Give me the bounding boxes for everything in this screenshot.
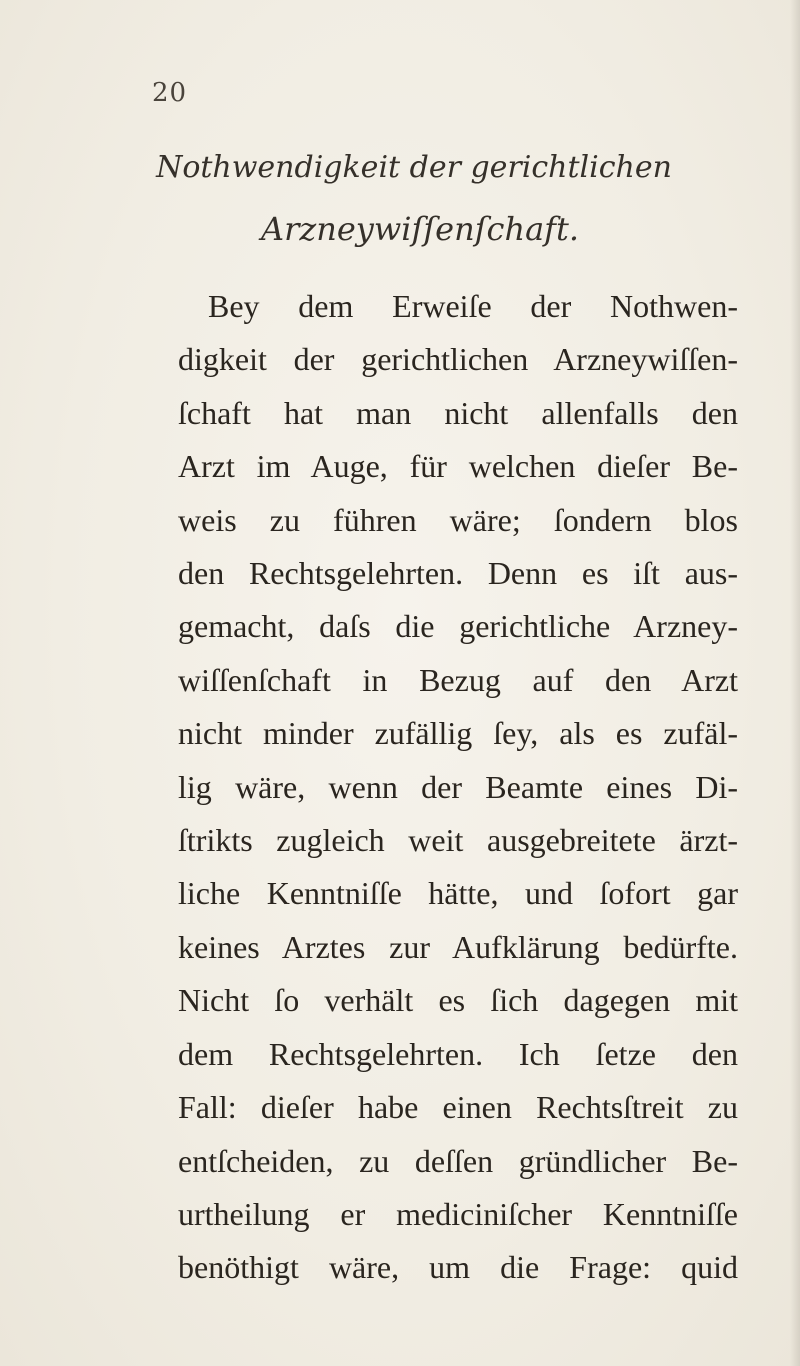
- page-number: 20: [152, 78, 188, 108]
- section-heading-line-2: Arzneywiſſenſchaft.: [260, 210, 580, 248]
- text-line: keines Arztes zur Aufklärung bedürfte.: [178, 928, 738, 965]
- text-line: wiſſenſchaft in Bezug auf den Arzt: [178, 661, 738, 698]
- page-edge-shadow: [790, 0, 800, 1366]
- text-line: ſchaft hat man nicht allenfalls den: [178, 394, 738, 431]
- text-line: liche Kenntniſſe hätte, und ſofort gar: [178, 875, 738, 912]
- text-line: entſcheiden, zu deſſen gründlicher Be-: [178, 1142, 738, 1179]
- text-line: Bey dem Erweiſe der Nothwen-: [208, 288, 738, 324]
- text-line: weis zu führen wäre; ſondern blos: [178, 501, 738, 538]
- section-heading-line-1: Nothwendigkeit der gerichtlichen: [156, 150, 672, 185]
- text-line: Arzt im Auge, für welchen dieſer Be-: [178, 448, 738, 485]
- text-line: den Rechtsgelehrten. Denn es iſt aus-: [178, 555, 738, 592]
- body-text: [178, 280, 738, 1295]
- text-line: urtheilung er mediciniſcher Kenntniſſe: [178, 1195, 738, 1232]
- text-line: Nicht ſo verhält es ſich dagegen mit: [178, 982, 738, 1019]
- text-line: Fall: dieſer habe einen Rechtsſtreit zu: [178, 1089, 738, 1126]
- text-line: gemacht, daſs die gerichtliche Arzney-: [178, 608, 738, 645]
- text-line: digkeit der gerichtlichen Arzneywiſſen-: [178, 341, 738, 378]
- text-line: ſtrikts zugleich weit ausgebreitete ärzt-: [178, 822, 738, 859]
- text-line: dem Rechtsgelehrten. Ich ſetze den: [178, 1035, 738, 1072]
- text-line: lig wäre, wenn der Beamte eines Di-: [178, 768, 738, 805]
- text-line: benöthigt wäre, um die Frage: quid: [178, 1249, 738, 1286]
- text-line: nicht minder zufällig ſey, als es zufäl-: [178, 715, 738, 752]
